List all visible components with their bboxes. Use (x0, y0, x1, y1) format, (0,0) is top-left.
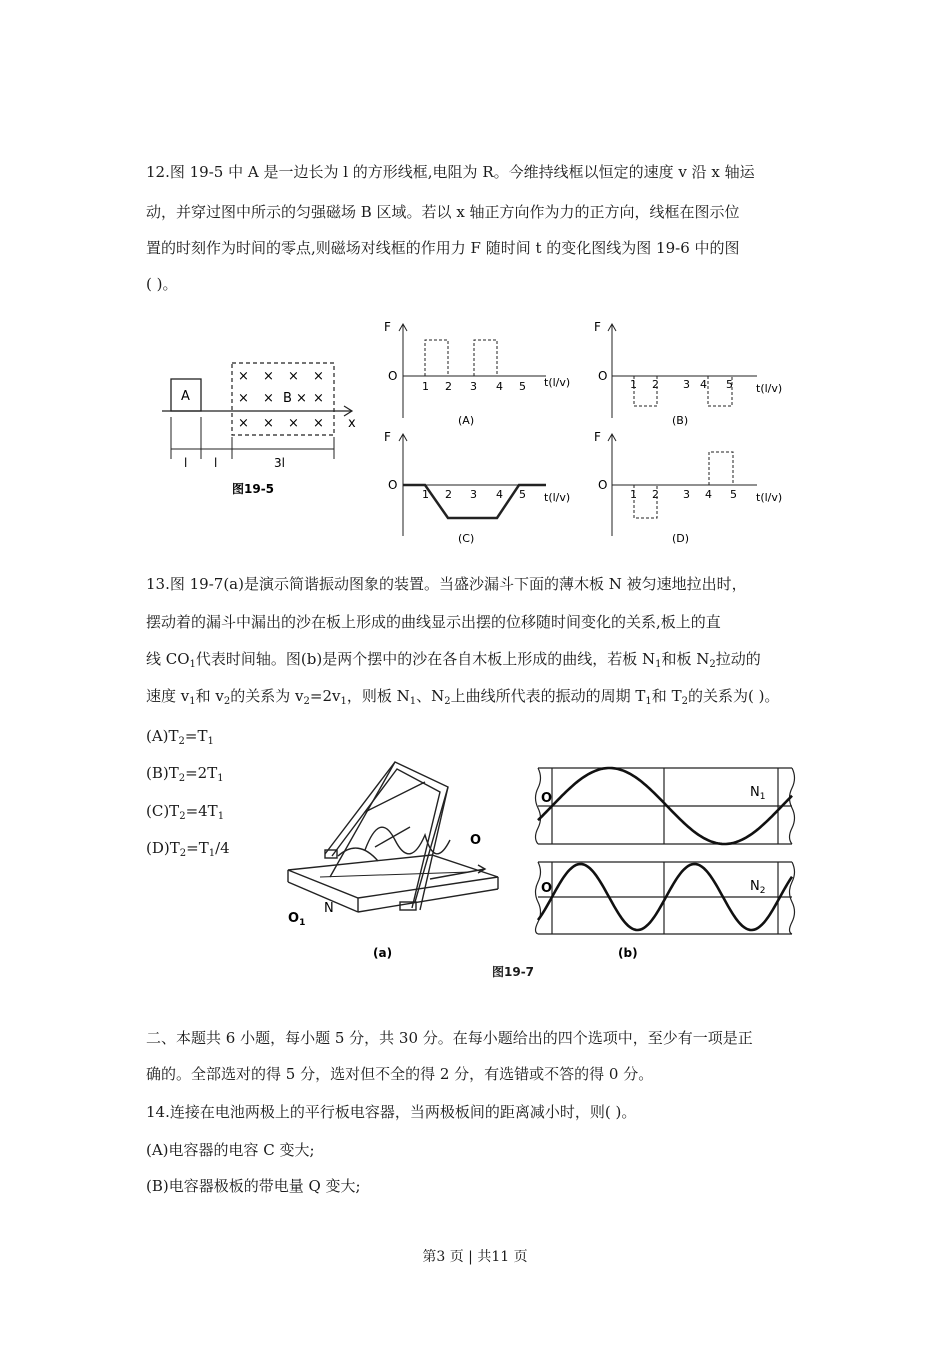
q12-line-3: 置的时刻作为时间的零点,则磁场对线框的作用力 F 随时间 t 的变化图线为图 19-6 中的图 (146, 239, 740, 257)
svg-text:5: 5 (519, 488, 526, 501)
svg-text:O: O (598, 369, 608, 383)
svg-text:t(l/v): t(l/v) (544, 491, 571, 504)
svg-text:t(l/v): t(l/v) (756, 491, 783, 504)
q13-option-b: $(B)T_2=2T_1$ (146, 764, 224, 784)
svg-text:F: F (384, 430, 391, 444)
svg-text:l: l (214, 456, 218, 470)
q13-option-d: $(D)T_2=T_1/4$ (146, 839, 230, 859)
svg-text:4: 4 (496, 488, 503, 501)
svg-text:×: × (238, 369, 249, 384)
svg-text:1: 1 (630, 378, 637, 391)
svg-text:×: × (238, 391, 249, 406)
svg-text:F: F (594, 430, 601, 444)
svg-text:O: O (541, 791, 553, 806)
figure-19-7-a (280, 752, 505, 967)
svg-text:×: × (263, 369, 274, 384)
svg-text:×: × (313, 416, 324, 431)
svg-text:O: O (598, 478, 608, 492)
svg-text:(a): (a) (373, 946, 393, 960)
figure-19-7-b (530, 760, 800, 965)
svg-text:3: 3 (683, 488, 690, 501)
field-crosses (238, 369, 324, 431)
svg-text:(A): (A) (458, 414, 475, 427)
section2-line-2: 确的。全部选对的得 5 分，选对但不全的得 2 分，有选错或不答的得 0 分。 (146, 1065, 654, 1083)
figure-19-6-b (592, 318, 792, 430)
svg-text:5: 5 (730, 488, 737, 501)
q13-option-a: $(A)T_2=T_1$ (146, 727, 214, 747)
figure-19-7-caption: 图19-7 (492, 965, 535, 979)
svg-text:N1: $N_1$ (750, 785, 766, 802)
svg-text:×: × (263, 416, 274, 431)
svg-text:(B): (B) (672, 414, 689, 427)
svg-text:O1: $O_1$ (288, 911, 306, 928)
svg-text:3: 3 (470, 380, 477, 393)
svg-text:O: O (388, 478, 398, 492)
svg-text:N: N (324, 901, 334, 916)
q13-option-c: $(C)T_2=4T_1$ (146, 802, 225, 822)
figure-19-6-a (378, 318, 578, 430)
svg-text:l: l (184, 456, 188, 470)
svg-text:N2: $N_2$ (750, 879, 766, 896)
svg-text:t(l/v): t(l/v) (544, 376, 571, 389)
svg-text:5: 5 (726, 378, 733, 391)
svg-text:4: 4 (700, 378, 707, 391)
svg-text:2: 2 (652, 378, 659, 391)
q14-option-a: (A)电容器的电容 C 变大; (146, 1141, 315, 1159)
q13-line-2: 摆动着的漏斗中漏出的沙在板上形成的曲线显示出摆的位移随时间变化的关系,板上的直 (146, 613, 721, 631)
q13-line-1: 13.图 19-7(a)是演示简谐振动图象的装置。当盛沙漏斗下面的薄木板 N 被匀速地拉出时， (146, 575, 747, 593)
svg-text:×: × (296, 391, 307, 406)
svg-text:3l: 3l (274, 456, 285, 470)
svg-text:2: 2 (445, 488, 452, 501)
svg-text:×: × (238, 416, 249, 431)
section2-line-1: 二、本题共 6 小题，每小题 5 分，共 30 分。在每小题给出的四个选项中，至少有一项是正 (146, 1029, 753, 1047)
svg-text:1: 1 (422, 488, 429, 501)
svg-text:(b): (b) (618, 946, 638, 960)
svg-text:F: F (594, 320, 601, 334)
page-footer: 第3 页 | 共11 页 (422, 1249, 528, 1265)
svg-text:4: 4 (496, 380, 503, 393)
q14-stem: 14.连接在电池两极上的平行板电容器，当两极板间的距离减小时，则( )。 (146, 1103, 637, 1121)
q12-line-4: ( )。 (146, 275, 178, 293)
svg-text:O: O (388, 369, 398, 383)
svg-text:2: 2 (652, 488, 659, 501)
svg-text:O: O (541, 881, 553, 896)
q12-line-2: 动，并穿过图中所示的匀强磁场 B 区域。若以 x 轴正方向作为力的正方向，线框在图示位 (146, 203, 740, 221)
svg-text:×: × (288, 369, 299, 384)
svg-text:2: 2 (445, 380, 452, 393)
figure-19-6-c (378, 428, 578, 548)
svg-text:O: O (470, 833, 482, 848)
x-axis-label: x (348, 416, 356, 431)
svg-text:(D): (D) (672, 532, 690, 545)
svg-text:t(l/v): t(l/v) (756, 382, 783, 395)
q12-line-1: 12.图 19-5 中 A 是一边长为 l 的方形线框,电阻为 R。今维持线框以恒定的速度 v 沿 x 轴运 (146, 163, 755, 181)
svg-text:4: 4 (705, 488, 712, 501)
frame-a-label: A (181, 389, 190, 404)
svg-text:3: 3 (683, 378, 690, 391)
q13-line-3: 线 $CO_1$代表时间轴。图(b)是两个摆中的沙在各自木板上形成的曲线，若板 $N_1$和板 $N_2$拉动的 (146, 650, 761, 670)
figure-19-5 (160, 355, 370, 505)
svg-text:1: 1 (422, 380, 429, 393)
figure-19-6-d (592, 428, 792, 548)
svg-text:×: × (263, 391, 274, 406)
svg-text:×: × (313, 369, 324, 384)
field-b-label: B (283, 391, 292, 406)
figure-19-5-caption: 图19-5 (232, 482, 275, 496)
svg-text:F: F (384, 320, 391, 334)
svg-text:1: 1 (630, 488, 637, 501)
svg-text:3: 3 (470, 488, 477, 501)
svg-text:×: × (288, 416, 299, 431)
svg-text:×: × (313, 391, 324, 406)
svg-text:5: 5 (519, 380, 526, 393)
q13-line-4: 速度 $v_1$和 $v_2$的关系为 $v_2=2v_1$，则板 $N_1$、$N_2$上曲线所代表的振动的周期 $T_1$和 $T_2$的关系为( )。 (146, 687, 780, 707)
q14-option-b: (B)电容器极板的带电量 Q 变大; (146, 1177, 361, 1195)
svg-text:(C): (C) (458, 532, 475, 545)
